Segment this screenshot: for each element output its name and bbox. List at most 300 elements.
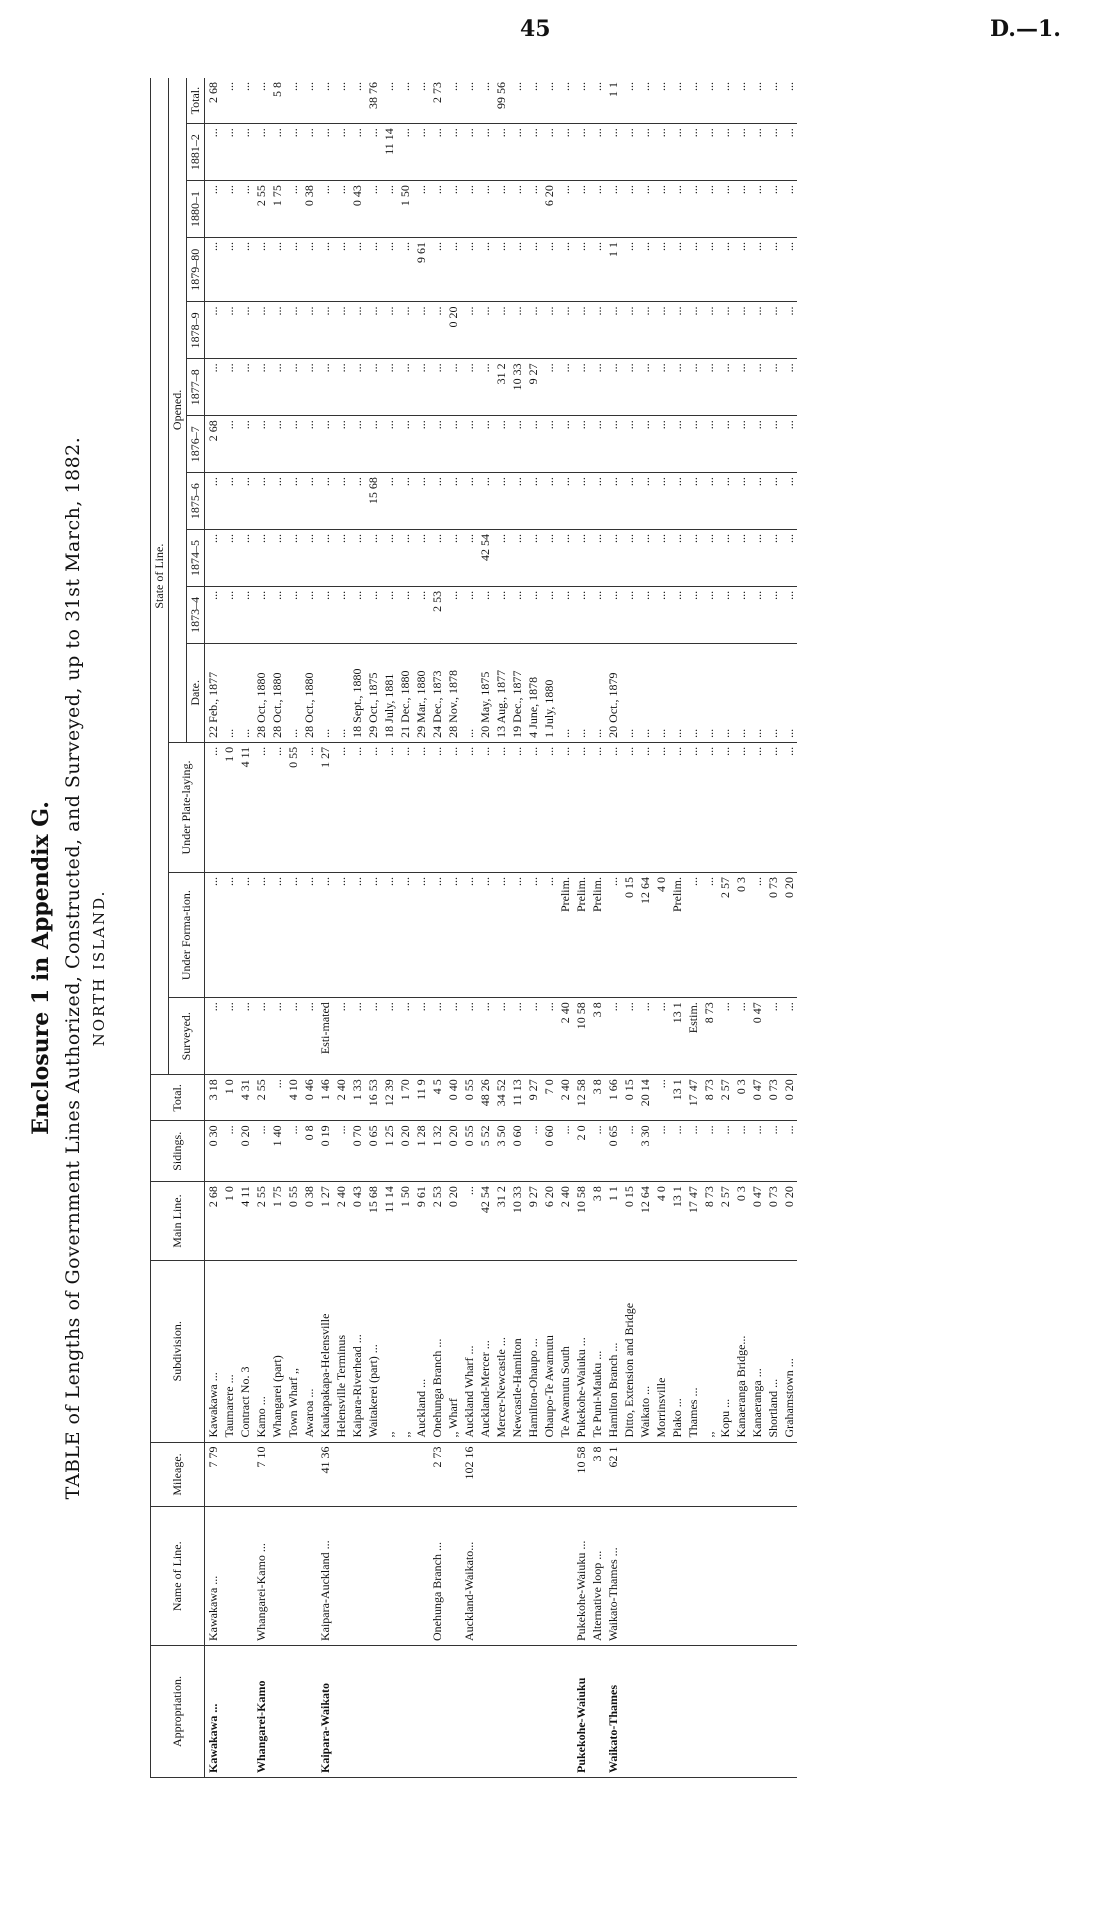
- cell-year-value: ...: [301, 586, 317, 643]
- cell-year-value: ...: [461, 586, 477, 643]
- cell-year-value: ...: [589, 530, 605, 587]
- cell-year-value: ...: [525, 78, 541, 124]
- cell-year-value: ...: [333, 78, 349, 124]
- cell-year-value: ...: [477, 359, 493, 416]
- table-row: [253, 78, 269, 1778]
- cell-appropriation: [349, 1646, 365, 1778]
- cell-name-of-line: [765, 1507, 781, 1646]
- cell-year-value: ...: [253, 302, 269, 359]
- cell-surveyed: ...: [397, 998, 413, 1075]
- cell-year-value: ...: [381, 586, 397, 643]
- cell-name-of-line: [221, 1507, 237, 1646]
- cell-year-value: 0 38: [301, 181, 317, 238]
- table-row: [445, 78, 461, 1778]
- cell-year-value: ...: [509, 181, 525, 238]
- cell-year-value: ...: [317, 124, 333, 181]
- cell-subdivision: Auckland ...: [413, 1260, 429, 1442]
- cell-year-value: ...: [733, 530, 749, 587]
- cell-appropriation: [685, 1646, 701, 1778]
- cell-year-value: ...: [301, 302, 317, 359]
- cell-year-value: ...: [445, 359, 461, 416]
- cell-sidings: 0 70: [349, 1121, 365, 1182]
- cell-surveyed: ...: [205, 998, 222, 1075]
- cell-appropriation: [637, 1646, 653, 1778]
- cell-under-formation: Prelim.: [669, 873, 685, 998]
- cell-name-of-line: Kawakawa ...: [205, 1507, 222, 1646]
- cell-year-value: ...: [269, 237, 285, 301]
- cell-mileage: 2 73: [429, 1442, 445, 1507]
- cell-mileage: [669, 1442, 685, 1507]
- cell-total: 48 26: [477, 1075, 493, 1121]
- cell-year-value: ...: [397, 473, 413, 530]
- cell-year-value: ...: [413, 473, 429, 530]
- cell-sidings: 3 50: [493, 1121, 509, 1182]
- cell-year-value: 2 68: [205, 78, 222, 124]
- cell-subdivision: Contract No. 3: [237, 1260, 253, 1442]
- cell-appropriation: Kawakawa ...: [205, 1646, 222, 1778]
- cell-under-platelaying: ...: [509, 742, 525, 872]
- cell-year-value: ...: [781, 359, 797, 416]
- cell-total: 20 14: [637, 1075, 653, 1121]
- cell-year-value: ...: [445, 78, 461, 124]
- cell-year-value: ...: [653, 181, 669, 238]
- cell-year-value: ...: [237, 416, 253, 473]
- cell-year-value: ...: [749, 124, 765, 181]
- cell-total: 1 66: [605, 1075, 621, 1121]
- cell-name-of-line: [669, 1507, 685, 1646]
- cell-subdivision: ,,: [701, 1260, 717, 1442]
- cell-year-value: ...: [221, 237, 237, 301]
- cell-year-value: ...: [253, 359, 269, 416]
- cell-year-value: ...: [685, 359, 701, 416]
- cell-year-value: ...: [333, 237, 349, 301]
- cell-year-value: ...: [605, 473, 621, 530]
- cell-year-value: ...: [365, 302, 381, 359]
- cell-year-value: ...: [477, 181, 493, 238]
- header-date: Date.: [187, 643, 205, 742]
- cell-year-value: ...: [733, 302, 749, 359]
- cell-date: 18 July, 1881: [381, 643, 397, 742]
- header-appropriation: Appropriation.: [151, 1646, 205, 1778]
- cell-subdivision: Piako ...: [669, 1260, 685, 1442]
- table-row: [205, 78, 222, 1778]
- cell-year-value: ...: [477, 237, 493, 301]
- cell-appropriation: [749, 1646, 765, 1778]
- cell-mileage: [237, 1442, 253, 1507]
- cell-year-value: ...: [509, 473, 525, 530]
- cell-mileage: [525, 1442, 541, 1507]
- cell-year-value: ...: [701, 473, 717, 530]
- table-row: [669, 78, 685, 1778]
- cell-year-value: ...: [685, 416, 701, 473]
- cell-name-of-line: [637, 1507, 653, 1646]
- cell-main-line: 10 33: [509, 1182, 525, 1261]
- page-number: 45: [520, 16, 551, 42]
- cell-year-value: ...: [573, 237, 589, 301]
- cell-main-line: 1 0: [221, 1182, 237, 1261]
- cell-year-value: ...: [573, 181, 589, 238]
- document-code: D.—1.: [990, 16, 1061, 42]
- cell-year-value: ...: [541, 416, 557, 473]
- cell-mileage: 41 36: [317, 1442, 333, 1507]
- cell-date: 20 May, 1875: [477, 643, 493, 742]
- cell-year-value: ...: [397, 416, 413, 473]
- cell-year-value: ...: [445, 237, 461, 301]
- cell-year-value: ...: [621, 586, 637, 643]
- cell-sidings: ...: [557, 1121, 573, 1182]
- cell-year-value: ...: [333, 302, 349, 359]
- table-row: [413, 78, 429, 1778]
- cell-mileage: [301, 1442, 317, 1507]
- cell-subdivision: Whangarei (part): [269, 1260, 285, 1442]
- cell-year-value: ...: [237, 473, 253, 530]
- cell-sidings: 5 52: [477, 1121, 493, 1182]
- cell-year-value: ...: [333, 586, 349, 643]
- cell-year-value: ...: [557, 530, 573, 587]
- cell-year-value: ...: [493, 586, 509, 643]
- cell-year-value: ...: [669, 530, 685, 587]
- cell-year-value: ...: [493, 181, 509, 238]
- cell-under-formation: ...: [349, 873, 365, 998]
- cell-year-value: ...: [733, 416, 749, 473]
- cell-year-value: ...: [461, 416, 477, 473]
- cell-year-value: ...: [381, 181, 397, 238]
- cell-appropriation: [237, 1646, 253, 1778]
- cell-surveyed: ...: [381, 998, 397, 1075]
- cell-year-value: ...: [397, 302, 413, 359]
- cell-surveyed: ...: [541, 998, 557, 1075]
- cell-under-formation: ...: [429, 873, 445, 998]
- cell-year-value: ...: [605, 359, 621, 416]
- table-row: [333, 78, 349, 1778]
- cell-mileage: [397, 1442, 413, 1507]
- cell-surveyed: ...: [621, 998, 637, 1075]
- cell-year-value: ...: [637, 181, 653, 238]
- cell-year-value: ...: [573, 78, 589, 124]
- cell-under-formation: 0 20: [781, 873, 797, 998]
- table-row: [317, 78, 333, 1778]
- cell-main-line: 4 11: [237, 1182, 253, 1261]
- cell-year-value: ...: [669, 302, 685, 359]
- cell-appropriation: [333, 1646, 349, 1778]
- cell-year-value: ...: [509, 586, 525, 643]
- cell-mileage: 7 79: [205, 1442, 222, 1507]
- cell-sidings: ...: [285, 1121, 301, 1182]
- cell-sidings: ...: [701, 1121, 717, 1182]
- cell-appropriation: Kaipara-Waikato: [317, 1646, 333, 1778]
- cell-year-value: ...: [237, 237, 253, 301]
- cell-year-value: ...: [413, 302, 429, 359]
- cell-year-value: ...: [333, 473, 349, 530]
- cell-surveyed: ...: [285, 998, 301, 1075]
- cell-year-value: ...: [317, 78, 333, 124]
- cell-year-value: ...: [381, 530, 397, 587]
- cell-name-of-line: [397, 1507, 413, 1646]
- header-year: 1873–4: [187, 586, 205, 643]
- table-row: [285, 78, 301, 1778]
- cell-under-formation: 2 57: [717, 873, 733, 998]
- cell-name-of-line: [477, 1507, 493, 1646]
- cell-main-line: 15 68: [365, 1182, 381, 1261]
- cell-year-value: ...: [477, 586, 493, 643]
- cell-main-line: 42 54: [477, 1182, 493, 1261]
- cell-year-value: ...: [717, 237, 733, 301]
- cell-main-line: 4 0: [653, 1182, 669, 1261]
- table-row: [781, 78, 797, 1778]
- cell-under-platelaying: 4 11: [237, 742, 253, 872]
- cell-year-value: ...: [461, 124, 477, 181]
- cell-year-value: ...: [237, 586, 253, 643]
- cell-year-value: ...: [573, 302, 589, 359]
- cell-appropriation: [557, 1646, 573, 1778]
- cell-year-value: ...: [541, 359, 557, 416]
- cell-year-value: 1 1: [605, 78, 621, 124]
- cell-year-value: ...: [781, 586, 797, 643]
- cell-main-line: 1 27: [317, 1182, 333, 1261]
- cell-date: ...: [765, 643, 781, 742]
- cell-year-value: ...: [653, 530, 669, 587]
- cell-total: 2 57: [717, 1075, 733, 1121]
- cell-mileage: [477, 1442, 493, 1507]
- cell-sidings: 0 8: [301, 1121, 317, 1182]
- header-mileage: Mileage.: [151, 1442, 205, 1507]
- cell-year-value: ...: [429, 473, 445, 530]
- cell-year-value: ...: [237, 78, 253, 124]
- cell-appropriation: [525, 1646, 541, 1778]
- table-row: [685, 78, 701, 1778]
- cell-name-of-line: [365, 1507, 381, 1646]
- cell-year-value: 1 75: [269, 181, 285, 238]
- cell-year-value: ...: [573, 359, 589, 416]
- cell-mileage: [701, 1442, 717, 1507]
- cell-main-line: 0 15: [621, 1182, 637, 1261]
- cell-year-value: ...: [221, 124, 237, 181]
- table-row: [701, 78, 717, 1778]
- table-row: [493, 78, 509, 1778]
- cell-year-value: ...: [573, 530, 589, 587]
- cell-under-formation: ...: [509, 873, 525, 998]
- cell-year-value: ...: [381, 302, 397, 359]
- cell-year-value: ...: [493, 124, 509, 181]
- cell-year-value: ...: [525, 586, 541, 643]
- enclosure-heading: Enclosure 1 in Appendix G.: [28, 801, 54, 1135]
- cell-subdivision: Kanaeranga Bridge...: [733, 1260, 749, 1442]
- cell-year-value: ...: [541, 124, 557, 181]
- cell-total: 2 40: [557, 1075, 573, 1121]
- table-row: [269, 78, 285, 1778]
- cell-year-value: 38 76: [365, 78, 381, 124]
- cell-mileage: [365, 1442, 381, 1507]
- cell-year-value: ...: [317, 416, 333, 473]
- cell-name-of-line: [381, 1507, 397, 1646]
- cell-mileage: 7 10: [253, 1442, 269, 1507]
- cell-sidings: ...: [749, 1121, 765, 1182]
- cell-total: 7 0: [541, 1075, 557, 1121]
- table-row: [589, 78, 605, 1778]
- cell-name-of-line: [509, 1507, 525, 1646]
- cell-main-line: 11 14: [381, 1182, 397, 1261]
- cell-main-line: 0 43: [349, 1182, 365, 1261]
- cell-year-value: ...: [717, 359, 733, 416]
- cell-year-value: 31 2: [493, 359, 509, 416]
- table-row: [541, 78, 557, 1778]
- cell-year-value: ...: [397, 530, 413, 587]
- cell-mileage: [781, 1442, 797, 1507]
- cell-under-formation: 0 73: [765, 873, 781, 998]
- cell-year-value: ...: [349, 78, 365, 124]
- cell-subdivision: Hamilton Branch ...: [605, 1260, 621, 1442]
- cell-subdivision: Kawakawa ...: [205, 1260, 222, 1442]
- cell-year-value: ...: [333, 181, 349, 238]
- cell-year-value: ...: [461, 78, 477, 124]
- cell-name-of-line: [525, 1507, 541, 1646]
- cell-year-value: ...: [781, 530, 797, 587]
- cell-year-value: 99 56: [493, 78, 509, 124]
- cell-subdivision: Town Wharf ,,: [285, 1260, 301, 1442]
- cell-surveyed: ...: [413, 998, 429, 1075]
- header-total: Total.: [151, 1075, 205, 1121]
- cell-date: 28 Oct., 1880: [301, 643, 317, 742]
- cell-total: 16 53: [365, 1075, 381, 1121]
- cell-year-value: ...: [493, 473, 509, 530]
- cell-year-value: ...: [301, 530, 317, 587]
- cell-year-value: ...: [685, 473, 701, 530]
- cell-total: 34 52: [493, 1075, 509, 1121]
- cell-year-value: 42 54: [477, 530, 493, 587]
- cell-year-value: ...: [669, 237, 685, 301]
- table-row: [365, 78, 381, 1778]
- cell-name-of-line: [701, 1507, 717, 1646]
- cell-year-value: ...: [685, 530, 701, 587]
- cell-date: ...: [637, 643, 653, 742]
- cell-main-line: 8 73: [701, 1182, 717, 1261]
- cell-main-line: 6 20: [541, 1182, 557, 1261]
- cell-subdivision: ,, Wharf: [445, 1260, 461, 1442]
- cell-under-platelaying: ...: [733, 742, 749, 872]
- cell-year-value: ...: [397, 586, 413, 643]
- cell-date: ...: [669, 643, 685, 742]
- cell-name-of-line: [717, 1507, 733, 1646]
- cell-surveyed: ...: [237, 998, 253, 1075]
- cell-year-value: ...: [381, 416, 397, 473]
- cell-sidings: 0 65: [605, 1121, 621, 1182]
- cell-year-value: ...: [269, 124, 285, 181]
- cell-year-value: ...: [605, 302, 621, 359]
- cell-mileage: 10 58: [573, 1442, 589, 1507]
- cell-main-line: 31 2: [493, 1182, 509, 1261]
- cell-total: 8 73: [701, 1075, 717, 1121]
- cell-subdivision: Pukekohe-Waiuku ...: [573, 1260, 589, 1442]
- cell-year-value: ...: [765, 473, 781, 530]
- cell-total: 9 27: [525, 1075, 541, 1121]
- cell-appropriation: [733, 1646, 749, 1778]
- cell-year-value: ...: [701, 416, 717, 473]
- cell-under-formation: ...: [221, 873, 237, 998]
- cell-year-value: ...: [733, 181, 749, 238]
- cell-under-platelaying: 0 55: [285, 742, 301, 872]
- table-row: [461, 78, 477, 1778]
- cell-under-formation: Prelim.: [573, 873, 589, 998]
- cell-year-value: ...: [413, 124, 429, 181]
- cell-main-line: 2 55: [253, 1182, 269, 1261]
- cell-year-value: ...: [349, 530, 365, 587]
- cell-year-value: ...: [381, 473, 397, 530]
- cell-appropriation: [653, 1646, 669, 1778]
- cell-surveyed: ...: [477, 998, 493, 1075]
- cell-year-value: ...: [445, 181, 461, 238]
- cell-year-value: ...: [285, 124, 301, 181]
- cell-date: ...: [333, 643, 349, 742]
- cell-date: 28 Oct., 1880: [269, 643, 285, 742]
- table-row: [237, 78, 253, 1778]
- cell-subdivision: Kamo ...: [253, 1260, 269, 1442]
- cell-year-value: ...: [589, 473, 605, 530]
- cell-year-value: ...: [781, 181, 797, 238]
- rotated-table-sheet: [20, 48, 1090, 1888]
- cell-subdivision: ,,: [381, 1260, 397, 1442]
- table-title: TABLE of Lengths of Government Lines Authorized, Constructed, and Surveyed, up to 31st March, 1882.: [62, 436, 84, 1500]
- cell-main-line: 1 1: [605, 1182, 621, 1261]
- cell-year-value: ...: [717, 302, 733, 359]
- cell-year-value: ...: [429, 124, 445, 181]
- cell-subdivision: Mercer-Newcastle ...: [493, 1260, 509, 1442]
- cell-year-value: ...: [317, 473, 333, 530]
- cell-year-value: ...: [685, 237, 701, 301]
- cell-under-platelaying: 1 0: [221, 742, 237, 872]
- cell-year-value: ...: [749, 302, 765, 359]
- cell-year-value: ...: [301, 78, 317, 124]
- cell-subdivision: Taumarere ...: [221, 1260, 237, 1442]
- cell-date: ...: [461, 643, 477, 742]
- cell-appropriation: [493, 1646, 509, 1778]
- cell-year-value: ...: [285, 302, 301, 359]
- cell-year-value: ...: [253, 473, 269, 530]
- cell-year-value: ...: [573, 124, 589, 181]
- cell-year-value: ...: [365, 124, 381, 181]
- cell-year-value: ...: [509, 530, 525, 587]
- cell-under-formation: ...: [253, 873, 269, 998]
- cell-year-value: ...: [669, 181, 685, 238]
- cell-main-line: 2 40: [333, 1182, 349, 1261]
- cell-year-value: ...: [333, 530, 349, 587]
- cell-under-platelaying: ...: [557, 742, 573, 872]
- cell-surveyed: ...: [301, 998, 317, 1075]
- cell-subdivision: Helensville Terminus: [333, 1260, 349, 1442]
- cell-year-value: ...: [509, 237, 525, 301]
- cell-main-line: ...: [461, 1182, 477, 1261]
- cell-year-value: ...: [637, 530, 653, 587]
- cell-year-value: ...: [541, 302, 557, 359]
- cell-year-value: ...: [413, 359, 429, 416]
- cell-date: 29 Oct., 1875: [365, 643, 381, 742]
- cell-year-value: ...: [253, 78, 269, 124]
- cell-subdivision: Newcastle-Hamilton: [509, 1260, 525, 1442]
- cell-appropriation: [269, 1646, 285, 1778]
- cell-under-platelaying: ...: [349, 742, 365, 872]
- cell-year-value: ...: [221, 181, 237, 238]
- cell-year-value: ...: [589, 359, 605, 416]
- cell-date: 22 Feb., 1877: [205, 643, 222, 742]
- cell-year-value: ...: [621, 124, 637, 181]
- cell-main-line: 0 3: [733, 1182, 749, 1261]
- cell-under-platelaying: 1 27: [317, 742, 333, 872]
- header-main-line: Main Line.: [151, 1182, 205, 1261]
- cell-year-value: ...: [365, 237, 381, 301]
- cell-year-value: ...: [365, 586, 381, 643]
- cell-year-value: ...: [205, 359, 222, 416]
- cell-subdivision: Te Puni-Mauku ...: [589, 1260, 605, 1442]
- cell-name-of-line: [413, 1507, 429, 1646]
